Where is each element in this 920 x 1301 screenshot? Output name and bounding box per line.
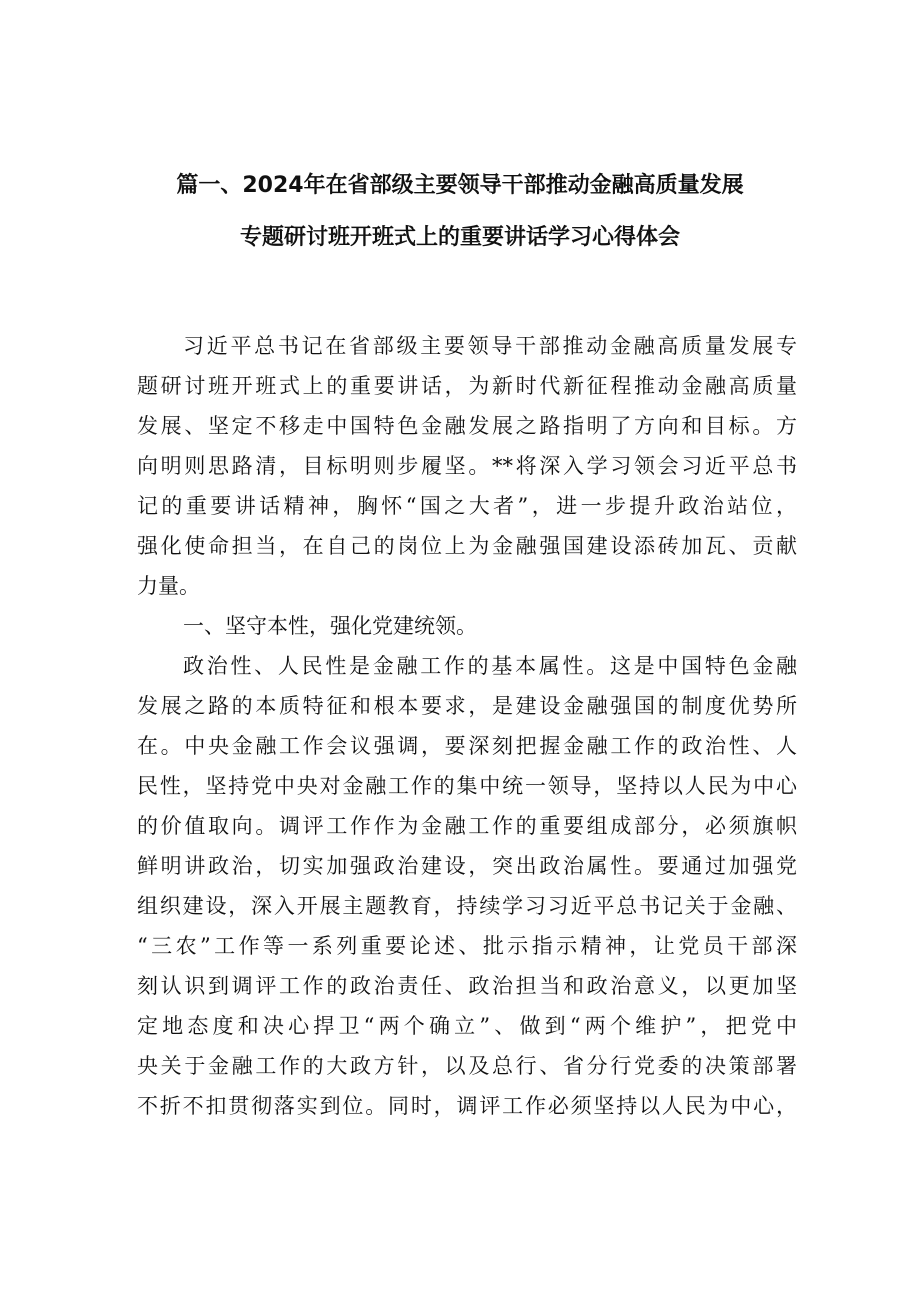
body-text-line: 定地态度和决心捍卫“两个确立”、做到“两个维护”，把党中 bbox=[137, 1014, 797, 1038]
title-line-2: 专题研讨班开班式上的重要讲话学习心得体会 bbox=[239, 225, 680, 250]
body-text-line: 发展、坚定不移走中国特色金融发展之路指明了方向和目标。方 bbox=[137, 414, 797, 438]
body-text-line: 记的重要讲话精神，胸怀“国之大者”，进一步提升政治站位， bbox=[137, 494, 797, 518]
body-text-line: 不折不扣贯彻落实到位。同时，调评工作必须坚持以人民为中心， bbox=[137, 1094, 797, 1118]
body-text-line: 习近平总书记在省部级主要领导干部推动金融高质量发展专 bbox=[183, 334, 797, 358]
body-text-line: 组织建设，深入开展主题教育，持续学习习近平总书记关于金融、 bbox=[137, 894, 797, 918]
body-text-line: 力量。 bbox=[137, 574, 200, 598]
body-text-line: 的价值取向。调评工作作为金融工作的重要组成部分，必须旗帜 bbox=[137, 814, 797, 838]
body-text-line: 向明则思路清，目标明则步履坚。**将深入学习领会习近平总书 bbox=[137, 454, 797, 478]
document-body bbox=[137, 326, 797, 1126]
body-text-line: “三农”工作等一系列重要论述、批示指示精神，让党员干部深 bbox=[137, 934, 797, 958]
body-text-line: 刻认识到调评工作的政治责任、政治担当和政治意义，以更加坚 bbox=[137, 974, 797, 998]
body-text-line: 央关于金融工作的大政方针，以及总行、省分行党委的决策部署 bbox=[137, 1054, 797, 1078]
body-text-line: 一、坚守本性，强化党建统领。 bbox=[183, 614, 477, 638]
body-text-line: 政治性、人民性是金融工作的基本属性。这是中国特色金融 bbox=[183, 654, 797, 678]
body-text-line: 在。中央金融工作会议强调，要深刻把握金融工作的政治性、人 bbox=[137, 734, 797, 758]
document-title bbox=[0, 166, 920, 270]
title-line-1: 篇一、2024年在省部级主要领导干部推动金融高质量发展 bbox=[176, 173, 744, 198]
body-text-line: 鲜明讲政治，切实加强政治建设，突出政治属性。要通过加强党 bbox=[137, 854, 797, 878]
body-text-line: 发展之路的本质特征和根本要求，是建设金融强国的制度优势所 bbox=[137, 694, 797, 718]
body-text-line: 题研讨班开班式上的重要讲话，为新时代新征程推动金融高质量 bbox=[137, 374, 797, 398]
body-text-line: 强化使命担当，在自己的岗位上为金融强国建设添砖加瓦、贡献 bbox=[137, 534, 797, 558]
body-text-line: 民性，坚持党中央对金融工作的集中统一领导，坚持以人民为中心 bbox=[137, 774, 797, 798]
